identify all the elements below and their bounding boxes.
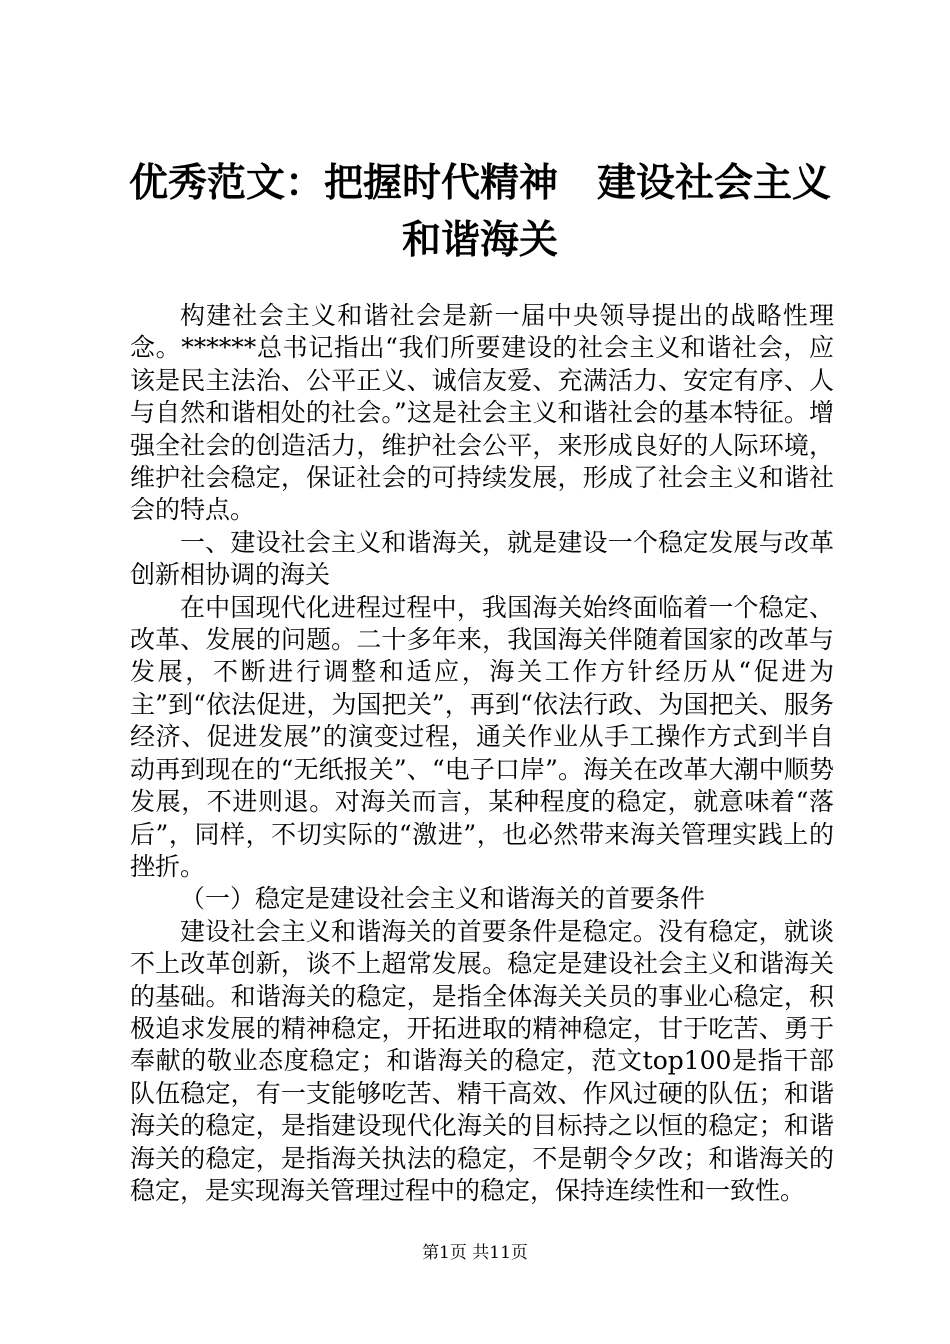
section-heading-1: 一、建设社会主义和谐海关，就是建设一个稳定发展与改革创新相协调的海关 — [130, 527, 834, 590]
document-body — [130, 300, 834, 1207]
paragraph-section-1: 在中国现代化进程过程中，我国海关始终面临着一个稳定、改革、发展的问题。二十多年来，我国海关伴随着国家的改革与发展，不断进行调整和适应，海关工作方针经历从“促进为主”到“依法促进，为国把关”，再到“依法行政、为国把关、服务经济、促进发展”的演变过程，通关作业从手工操作方式到半自动再到现在的“无纸报关”、“电子口岸”。海关在改革大潮中顺势发展，不进则退。对海关而言，某种程度的稳定，就意味着“落后”，同样，不切实际的“激进”，也必然带来海关管理实践上的挫折。 — [130, 592, 834, 881]
page-footer: 第1页 共11页 — [422, 1243, 528, 1263]
document-title: 优秀范文：把握时代精神 建设社会主义和谐海关 — [128, 160, 831, 263]
subsection-heading-1: （一）稳定是建设社会主义和谐海关的首要条件 — [180, 884, 706, 914]
paragraph-subsection-1: 建设社会主义和谐海关的首要条件是稳定。没有稳定，就谈不上改革创新，谈不上超常发展。稳定是建设社会主义和谐海关的基础。和谐海关的稳定，是指全体海关关员的事业心稳定，积极追求发展的精神稳定，开拓进取的精神稳定，甘于吃苦、勇于奉献的敬业态度稳定；和谐海关的稳定，范文top100是指干部队伍稳定，有一支能够吃苦、精干高效、作风过硬的队伍；和谐海关的稳定，是指建设现代化海关的目标持之以恒的稳定；和谐海关的稳定，是指海关执法的稳定，不是朝令夕改；和谐海关的稳定，是实现海关管理过程中的稳定，保持连续性和一致性。 — [130, 916, 834, 1205]
paragraph-intro: 构建社会主义和谐社会是新一届中央领导提出的战略性理念。******总书记指出“我们所要建设的社会主义和谐社会，应该是民主法治、公平正义、诚信友爱、充满活力、安定有序、人与自然和谐相处的社会。”这是社会主义和谐社会的基本特征。增强全社会的创造活力，维护社会公平，来形成良好的人际环境，维护社会稳定，保证社会的可持续发展，形成了社会主义和谐社会的特点。 — [130, 301, 834, 525]
